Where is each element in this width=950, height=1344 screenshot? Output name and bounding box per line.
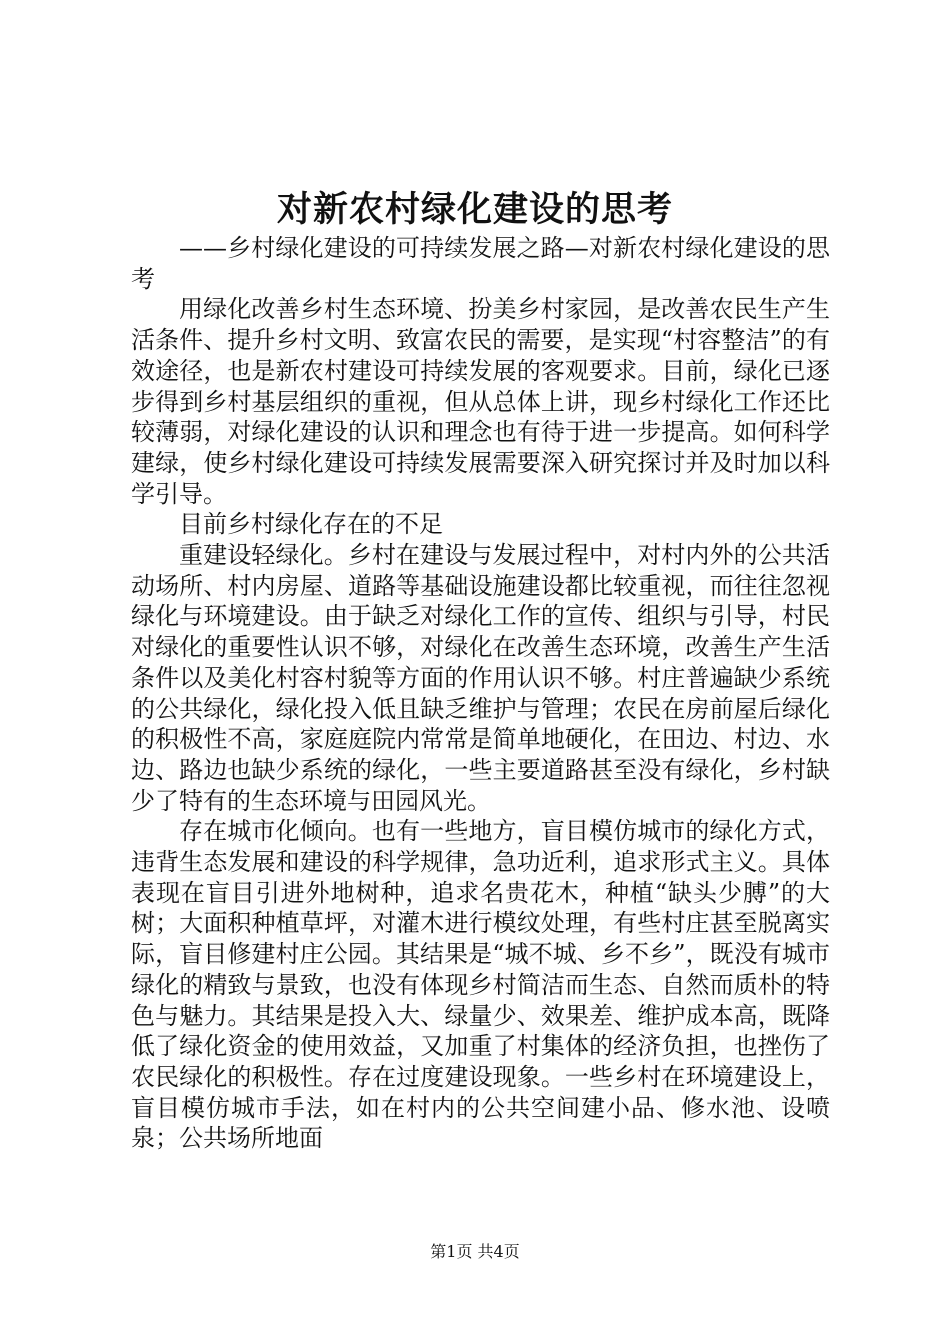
document-title: 对新农村绿化建设的思考 (276, 189, 673, 230)
document-body (131, 233, 830, 1154)
body-paragraph: 用绿化改善乡村生态环境、扮美乡村家园，是改善农民生产生活条件、提升乡村文明、致富农民的需要，是实现“村容整洁”的有效途径，也是新农村建设可持续发展的客观要求。目前，绿化已逐步得到乡村基层组织的重视，但从总体上讲，现乡村绿化工作还比较薄弱，对绿化建设的认识和理念也有待于进一步提高。如何科学建绿，使乡村绿化建设可持续发展需要深入研究探讨并及时加以科学引导。 (131, 295, 830, 508)
body-paragraph: 重建设轻绿化。乡村在建设与发展过程中，对村内外的公共活动场所、村内房屋、道路等基础设施建设都比较重视，而往往忽视绿化与环境建设。由于缺乏对绿化工作的宣传、组织与引导，村民对绿化的重要性认识不够，对绿化在改善生态环境，改善生产生活条件以及美化村容村貌等方面的作用认识不够。村庄普遍缺少系统的公共绿化，绿化投入低且缺乏维护与管理；农民在房前屋后绿化的积极性不高，家庭庭院内常常是简单地硬化，在田边、村边、水边、路边也缺少系统的绿化，一些主要道路甚至没有绿化，乡村缺少了特有的生态环境与田园风光。 (131, 541, 830, 815)
body-paragraph: 存在城市化倾向。也有一些地方，盲目模仿城市的绿化方式，违背生态发展和建设的科学规律，急功近利，追求形式主义。具体表现在盲目引进外地树种，追求名贵花木，种植“缺头少膊”的大树；大面积种植草坪，对灌木进行模纹处理，有些村庄甚至脱离实际，盲目修建村庄公园。其结果是“城不城、乡不乡”，既没有城市绿化的精致与景致，也没有体现乡村简洁而生态、自然而质朴的特色与魅力。其结果是投入大、绿量少、效果差、维护成本高，既降低了绿化资金的使用效益，又加重了村集体的经济负担，也挫伤了农民绿化的积极性。存在过度建设现象。一些乡村在环境建设上，盲目模仿城市手法，如在村内的公共空间建小品、修水池、设喷泉；公共场所地面 (131, 817, 830, 1153)
section-heading: 目前乡村绿化存在的不足 (179, 510, 443, 539)
page-footer: 第1页 共4页 (430, 1242, 520, 1261)
subtitle-paragraph: ——乡村绿化建设的可持续发展之路—对新农村绿化建设的思考 (131, 234, 830, 293)
